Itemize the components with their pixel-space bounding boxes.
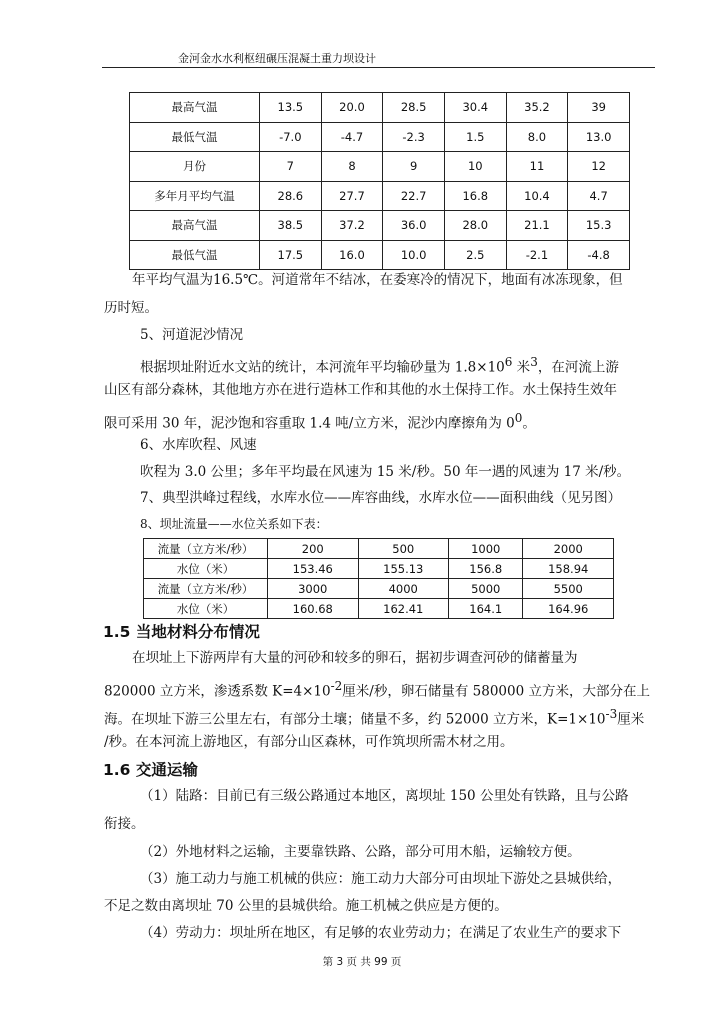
paragraph-line: /秒。在本河流上游地区，有部分山区森林，可作筑坝所需木材之用。 <box>104 734 514 750</box>
table-cell: 13.5 <box>260 93 322 123</box>
table-cell: 28.6 <box>260 181 322 211</box>
table-cell: 10.0 <box>383 240 445 270</box>
table-cell: 2.5 <box>444 240 506 270</box>
section-heading-1-5: 1.5 当地材料分布情况 <box>103 623 260 641</box>
table-cell: -2.1 <box>506 240 568 270</box>
table-cell: 36.0 <box>383 211 445 241</box>
table-cell: 5000 <box>449 579 523 599</box>
table-cell: 月份 <box>130 152 260 182</box>
table-cell: 156.8 <box>449 559 523 579</box>
table-cell: -4.8 <box>568 240 630 270</box>
subheading-5: 5、河道泥沙情况 <box>140 327 244 343</box>
table-row <box>130 122 630 152</box>
table-cell: 1000 <box>449 539 523 559</box>
paragraph-line: （3）施工动力与施工机械的供应：施工动力大部分可由坝址下游处之县城供给， <box>140 871 622 887</box>
temperature-table <box>129 92 630 270</box>
subheading-6: 6、水库吹程、风速 <box>140 437 257 453</box>
table-cell: 20.0 <box>321 93 383 123</box>
table-cell: 水位（米） <box>144 559 268 579</box>
table-cell: 164.96 <box>523 599 614 619</box>
table-row <box>144 599 614 619</box>
table-cell: 162.41 <box>358 599 449 619</box>
table-cell: 22.7 <box>383 181 445 211</box>
subheading-7: 7、典型洪峰过程线，水库水位——库容曲线，水库水位——面积曲线（见另图） <box>140 490 622 506</box>
table-cell: 8 <box>321 152 383 182</box>
table-cell: 21.1 <box>506 211 568 241</box>
table-cell: 13.0 <box>568 122 630 152</box>
table-cell: 流量（立方米/秒） <box>144 579 268 599</box>
paragraph-line: （4）劳动力：坝址所在地区，有足够的农业劳动力；在满足了农业生产的要求下 <box>140 925 622 941</box>
table-row <box>144 559 614 579</box>
table-row <box>144 579 614 599</box>
table-cell: 10 <box>444 152 506 182</box>
paragraph-line: 限可采用 30 年，泥沙饱和容重取 1.4 吨/立方米，泥沙内摩擦角为 $0^0$。 <box>104 411 536 432</box>
table-cell: 最低气温 <box>130 240 260 270</box>
table-cell: 16.8 <box>444 181 506 211</box>
table-cell: 4.7 <box>568 181 630 211</box>
paragraph-line: 历时短。 <box>104 300 158 316</box>
table-cell: -7.0 <box>260 122 322 152</box>
table-cell: 12 <box>568 152 630 182</box>
table-cell: 158.94 <box>523 559 614 579</box>
table-cell: 27.7 <box>321 181 383 211</box>
paragraph-line: 年平均气温为16.5℃。河道常年不结冰，在委寒冷的情况下，地面有冰冻现象，但 <box>132 272 623 288</box>
table-cell: 15.3 <box>568 211 630 241</box>
header-rule <box>102 67 655 68</box>
table-cell: 3000 <box>268 579 359 599</box>
paragraph-line: 衔接。 <box>104 816 145 832</box>
table-cell: 11 <box>506 152 568 182</box>
paragraph-line: 在坝址上下游两岸有大量的河砂和较多的卵石，据初步调查河砂的储蓄量为 <box>132 650 578 666</box>
table-cell: 5500 <box>523 579 614 599</box>
table-row <box>130 152 630 182</box>
table-cell: 164.1 <box>449 599 523 619</box>
table-cell: 水位（米） <box>144 599 268 619</box>
table-cell: 最高气温 <box>130 93 260 123</box>
table-cell: 35.2 <box>506 93 568 123</box>
table-cell: 38.5 <box>260 211 322 241</box>
table-cell: 500 <box>358 539 449 559</box>
table-cell: 4000 <box>358 579 449 599</box>
table-cell: 153.46 <box>268 559 359 579</box>
table-row <box>130 211 630 241</box>
table-cell: 9 <box>383 152 445 182</box>
table-cell: 17.5 <box>260 240 322 270</box>
table-cell: -2.3 <box>383 122 445 152</box>
table-cell: 200 <box>268 539 359 559</box>
table-cell: 155.13 <box>358 559 449 579</box>
table-cell: 28.5 <box>383 93 445 123</box>
table-row <box>144 539 614 559</box>
table-cell: 最高气温 <box>130 211 260 241</box>
table-cell: 2000 <box>523 539 614 559</box>
page-number: 第 3 页 共 99 页 <box>322 956 402 968</box>
flow-level-table <box>143 538 614 619</box>
table-cell: 160.68 <box>268 599 359 619</box>
table-row <box>130 93 630 123</box>
paragraph-line: 吹程为 3.0 公里；多年平均最在风速为 15 米/秒。50 年一遇的风速为 17 米/秒。 <box>140 464 631 480</box>
paragraph-line: 海。在坝址下游三公里左右，有部分土壤；储量不多，约 52000 立方米，$K=1\times 10^{-3}$厘米 <box>104 707 645 728</box>
table-cell: 最低气温 <box>130 122 260 152</box>
table-cell: 7 <box>260 152 322 182</box>
table-row <box>130 181 630 211</box>
paragraph-line: 根据坝址附近水文站的统计，本河流年平均输砂量为 $1.8\times 10^6$ 米$^3$，在河流上游 <box>140 355 619 376</box>
table-cell: 39 <box>568 93 630 123</box>
table-cell: 16.0 <box>321 240 383 270</box>
paragraph-line: 不足之数由离坝址 70 公里的县城供给。施工机械之供应是方便的。 <box>104 898 508 914</box>
table-row <box>130 240 630 270</box>
paragraph-line: 山区有部分森林，其他地方亦在进行造林工作和其他的水土保持工作。水土保持生效年 <box>104 382 617 398</box>
table-cell: -4.7 <box>321 122 383 152</box>
paragraph-line: （1）陆路：目前已有三级公路通过本地区，离坝址 150 公里处有铁路，且与公路 <box>140 788 629 804</box>
table-cell: 37.2 <box>321 211 383 241</box>
section-heading-1-6: 1.6 交通运输 <box>103 761 198 779</box>
subheading-8: 8、坝址流量——水位关系如下表： <box>140 517 328 531</box>
paragraph-line: 820000 立方米，渗透系数 $K=4\times 10^{-2}$厘米/秒，卵石储量有 580000 立方米，大部分在上 <box>104 679 650 700</box>
table-cell: 多年月平均气温 <box>130 181 260 211</box>
table-cell: 8.0 <box>506 122 568 152</box>
table-cell: 30.4 <box>444 93 506 123</box>
header-title: 金河金水水利枢纽碾压混凝土重力坝设计 <box>178 52 376 65</box>
table-cell: 28.0 <box>444 211 506 241</box>
table-cell: 1.5 <box>444 122 506 152</box>
paragraph-line: （2）外地材料之运输，主要靠铁路、公路，部分可用木船，运输较方便。 <box>140 844 581 860</box>
table-cell: 10.4 <box>506 181 568 211</box>
table-cell: 流量（立方米/秒） <box>144 539 268 559</box>
